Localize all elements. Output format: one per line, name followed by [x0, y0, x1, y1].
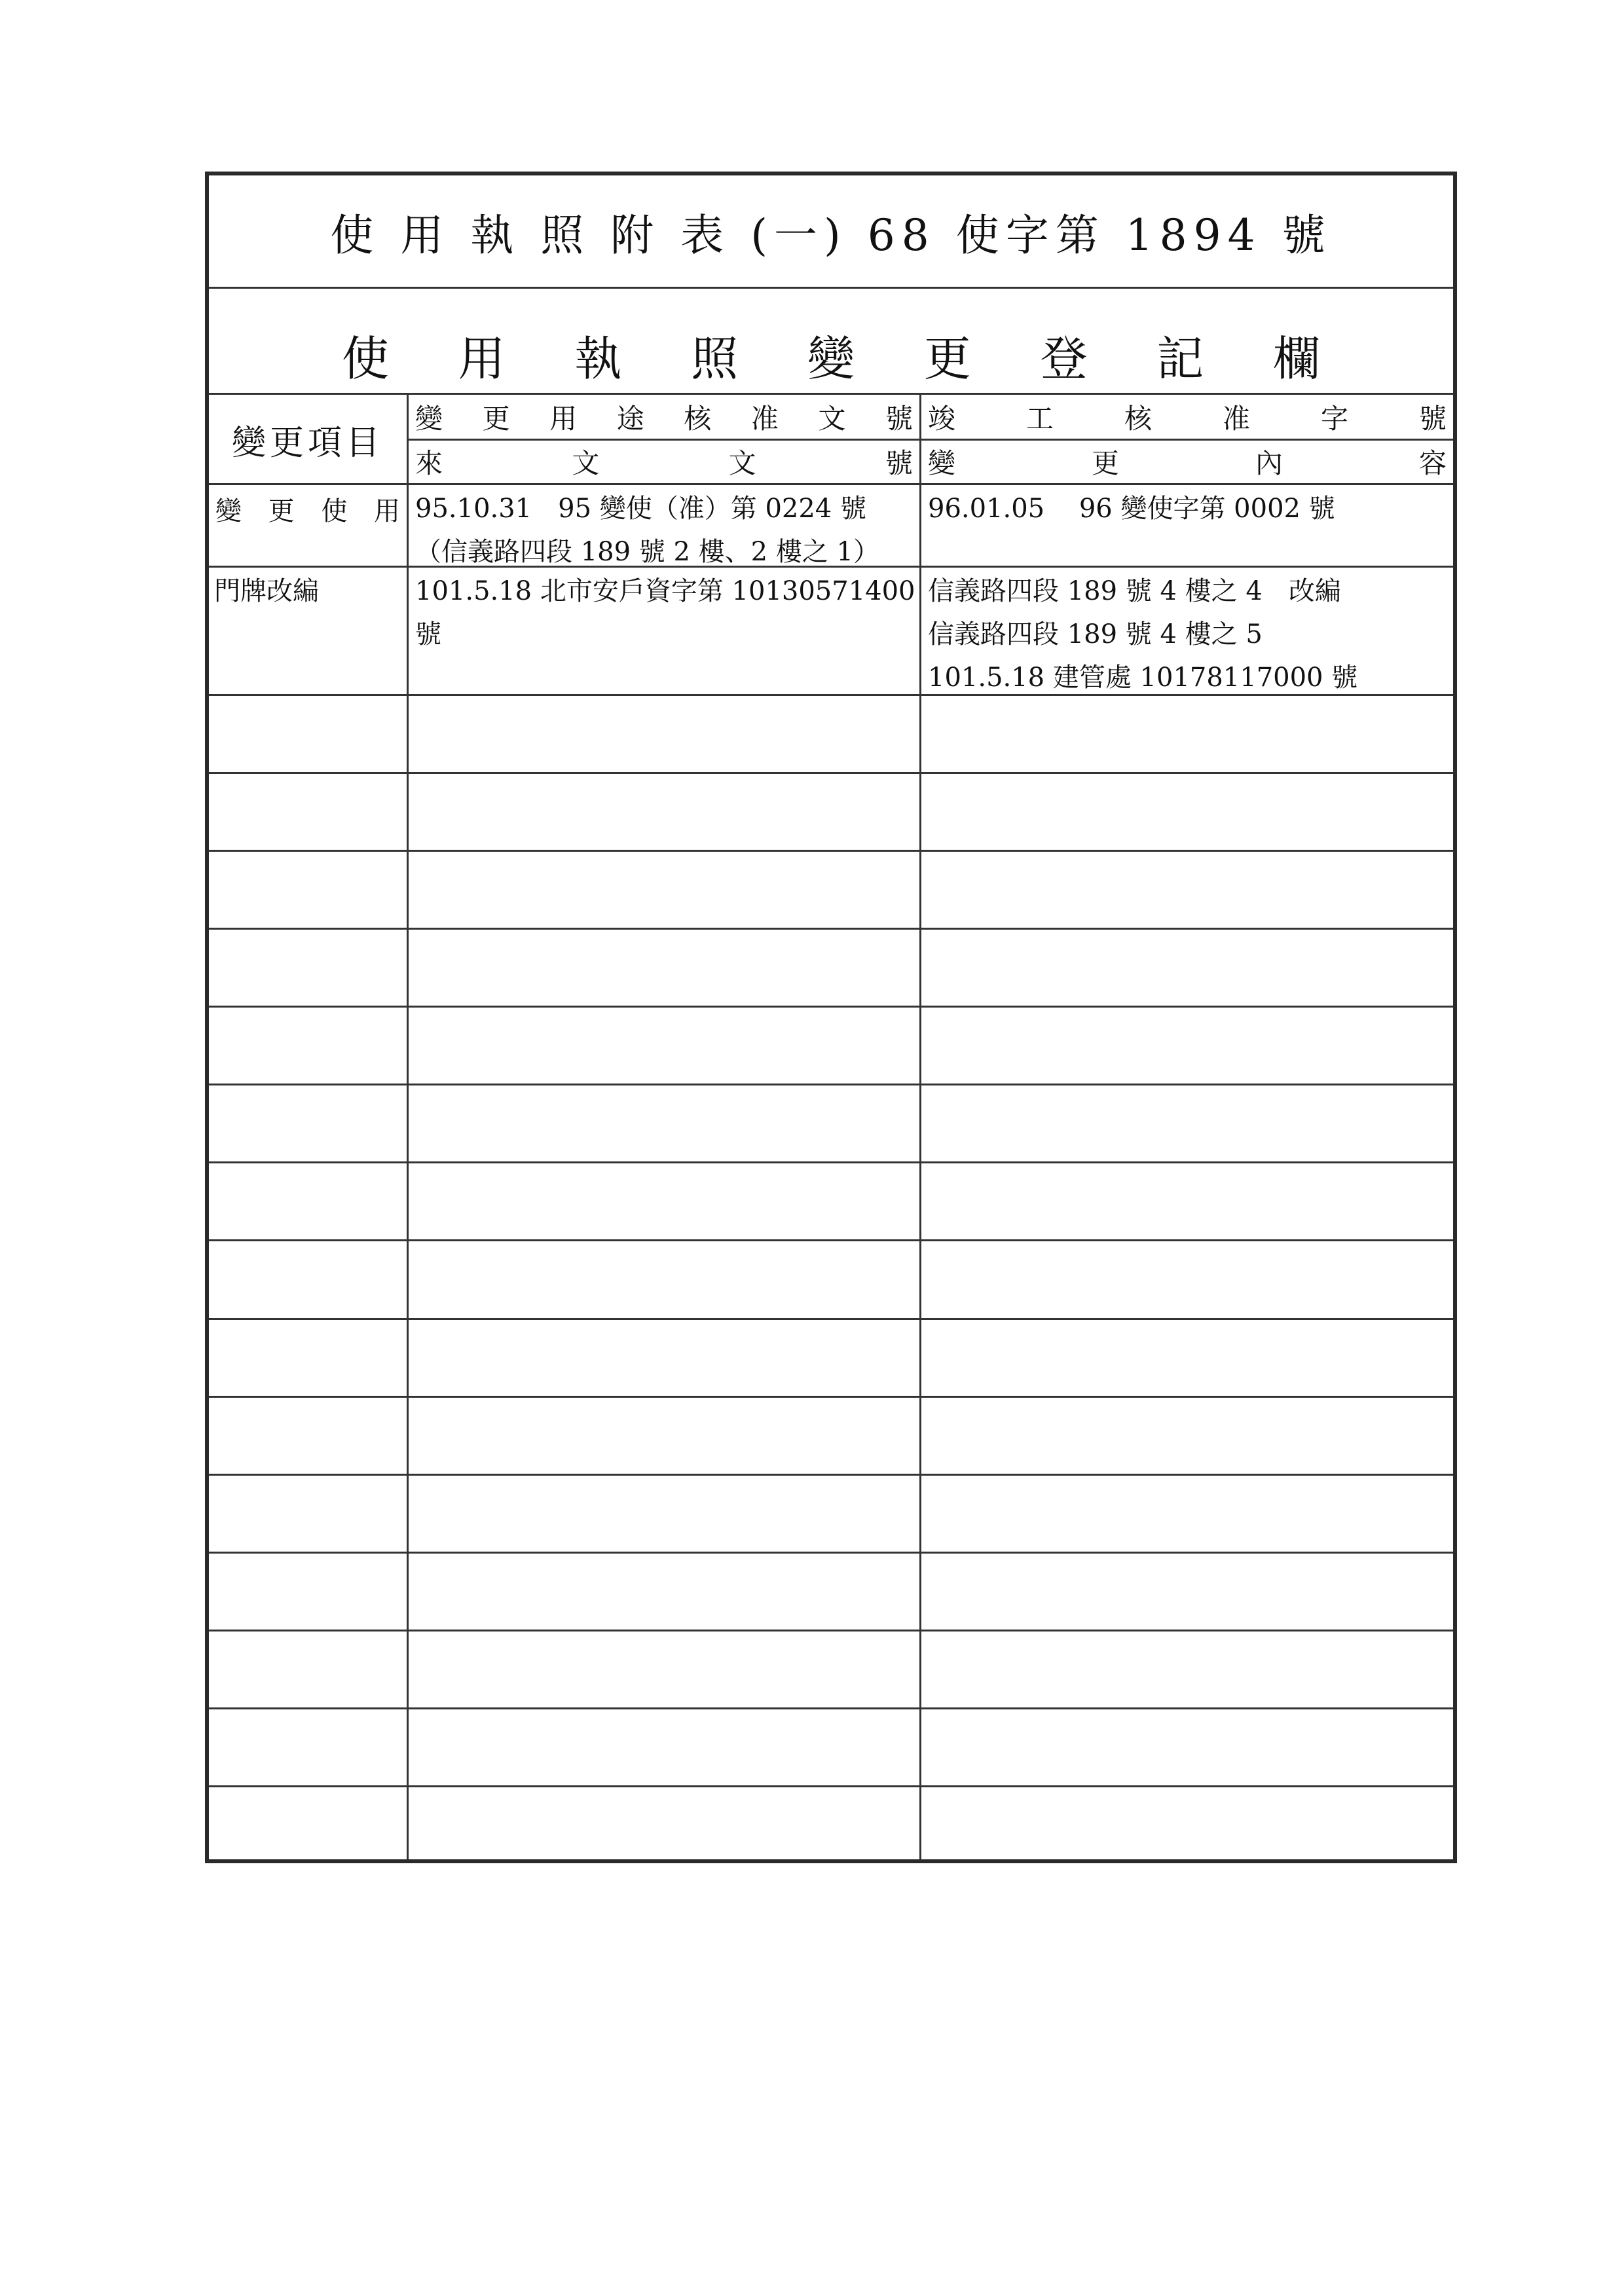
char: 照: [691, 331, 739, 386]
char: 變: [415, 403, 443, 435]
char: 用: [458, 331, 506, 386]
char: 更: [923, 331, 971, 386]
empty-row-divider: [209, 1006, 1453, 1008]
char: 變: [807, 331, 855, 386]
empty-row-divider: [209, 1396, 1453, 1398]
empty-row-divider: [209, 772, 1453, 774]
char: 文: [572, 447, 600, 479]
divider: [407, 439, 1453, 441]
section-title: [209, 321, 1453, 386]
row-change-content: [921, 566, 1453, 703]
text-line: 信義路四段 189 號 4 樓之 5: [928, 619, 1263, 649]
column-divider: [407, 393, 409, 1859]
char: 號: [885, 447, 913, 479]
char: 來: [415, 447, 443, 479]
text-line: 信義路四段 189 號 4 樓之 4 改編: [928, 576, 1341, 606]
char: 工: [1025, 403, 1054, 435]
empty-row-divider: [209, 1707, 1453, 1709]
char: 內: [1255, 447, 1283, 479]
char: 變: [215, 496, 242, 526]
char: 號: [885, 403, 913, 435]
char: 使: [321, 496, 348, 526]
empty-row-divider: [209, 928, 1453, 930]
char: 核: [684, 403, 712, 435]
char: 文: [818, 403, 846, 435]
text-line: 號: [415, 619, 441, 649]
char: 途: [616, 403, 644, 435]
char: 竣: [928, 403, 956, 435]
divider: [209, 287, 1453, 289]
char: 使: [341, 331, 389, 386]
header-incoming-doc: [409, 440, 919, 483]
row-doc-number: [409, 566, 919, 660]
page-title: 使 用 執 照 附 表 (一) 68 使字第 1894 號: [330, 210, 1332, 261]
char: 登: [1040, 331, 1088, 386]
char: 更: [1091, 447, 1119, 479]
usage-permit-form: [205, 172, 1457, 1863]
empty-row-divider: [209, 1474, 1453, 1476]
row-item-label: [209, 566, 407, 617]
header-change-content: [921, 440, 1453, 483]
char: 更: [482, 403, 510, 435]
empty-row-divider: [209, 1630, 1453, 1631]
empty-row-divider: [209, 850, 1453, 852]
char: 號: [1418, 403, 1447, 435]
char: 執: [574, 331, 622, 386]
char: 核: [1124, 403, 1152, 435]
text-line: 101.5.18 建管處 10178117000 號: [928, 663, 1358, 693]
char: 文: [728, 447, 756, 479]
divider: [209, 694, 1453, 696]
text-line: 門牌改編: [214, 576, 319, 606]
char: 准: [1222, 403, 1250, 435]
empty-row-divider: [209, 1318, 1453, 1320]
char: 更: [268, 496, 295, 526]
char: 容: [1418, 447, 1447, 479]
char: 字: [1320, 403, 1348, 435]
empty-row-divider: [209, 1084, 1453, 1085]
text-line: 96.01.05 96 變使字第 0002 號: [928, 494, 1335, 524]
char: 記: [1156, 331, 1204, 386]
char: 變: [928, 447, 956, 479]
empty-row-divider: [209, 1161, 1453, 1163]
text-line: 95.10.31 95 變使（准）第 0224 號: [415, 494, 866, 524]
header-doc-number: [409, 394, 919, 440]
empty-row-divider: [209, 1552, 1453, 1554]
char: 用: [373, 496, 400, 526]
text-line: （信義路四段 189 號 2 樓、2 樓之 1）: [415, 537, 879, 567]
row-change-content: [921, 483, 1453, 534]
empty-row-divider: [209, 1239, 1453, 1241]
text-line: 101.5.18 北市安戶資字第 10130571400: [415, 576, 915, 606]
header-completion-number: [921, 394, 1453, 440]
header-item-label: 變更項目: [231, 423, 384, 463]
column-divider: [919, 393, 921, 1859]
row-doc-number: [409, 483, 919, 577]
row-item-label: [209, 486, 407, 532]
char: 用: [549, 403, 578, 435]
char: 准: [750, 403, 779, 435]
empty-row-divider: [209, 1785, 1453, 1787]
char: 欄: [1273, 331, 1321, 386]
